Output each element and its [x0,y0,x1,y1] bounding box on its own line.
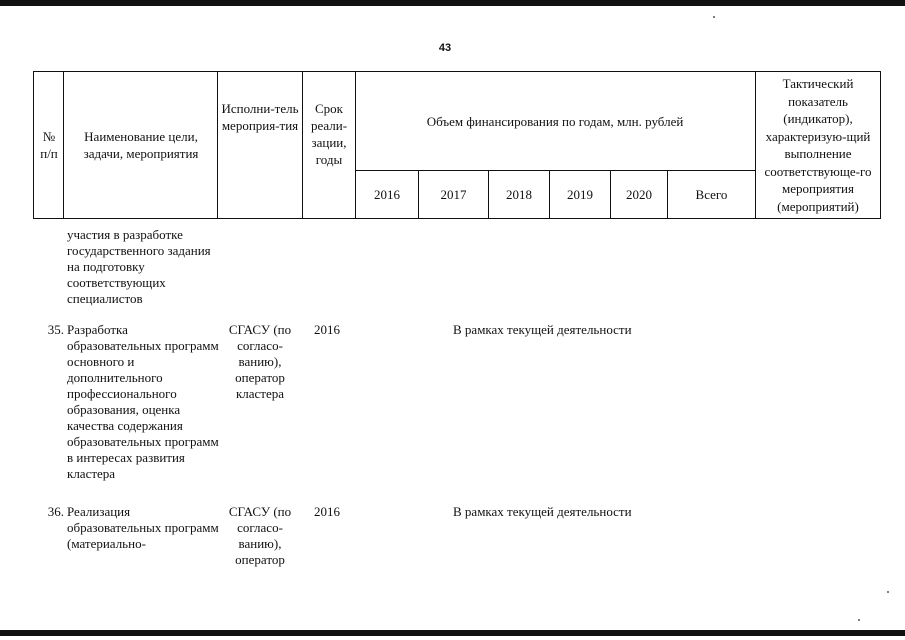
row-funding: В рамках текущей деятельности [453,322,632,337]
header-year-2020: 2020 [626,187,652,202]
scan-speck [858,619,860,621]
bottom-scan-border [0,630,905,636]
row-executor: СГАСУ (по согласо-ванию), оператор [228,504,292,567]
row-name: Разработка образовательных программ основного и дополнительного профессионального образования, оценка качества содержания образовательных программ в интересах развития кластера [67,322,219,481]
header-year-total: Всего [695,187,728,202]
header-term: Срок реали-зации, годы [310,101,348,167]
top-scan-border [0,0,905,6]
header-name: Наименование цели, задачи, мероприятия [83,129,199,161]
header-indicator: Тактический показатель (индикатор), характеризую-щий выполнение соответствующе-го мероприятия (мероприятий) [764,76,872,214]
row-name: участия в разработке государственного задания на подготовку соответствующих специалистов [67,227,211,306]
row-term: 2016 [314,504,340,519]
scan-speck [887,591,889,593]
header-year-2017: 2017 [440,187,467,202]
header-year-2016: 2016 [374,187,400,202]
row-name: Реализация образовательных программ (материально- [67,504,219,551]
row-number: 35. [47,322,64,337]
header-year-2018: 2018 [506,187,532,202]
header-no: № п/п [40,129,58,161]
page-number: 43 [438,42,452,54]
row-executor: СГАСУ (по согласо-ванию), оператор кластера [228,322,292,401]
scan-speck [713,16,715,18]
header-executor: Исполни-тель мероприя-тия [221,101,299,133]
header-funding: Объем финансирования по годам, млн. рублей [426,113,684,129]
row-term: 2016 [314,322,340,337]
row-funding: В рамках текущей деятельности [453,504,632,519]
header-year-2019: 2019 [567,187,593,202]
row-number: 36. [47,504,64,519]
